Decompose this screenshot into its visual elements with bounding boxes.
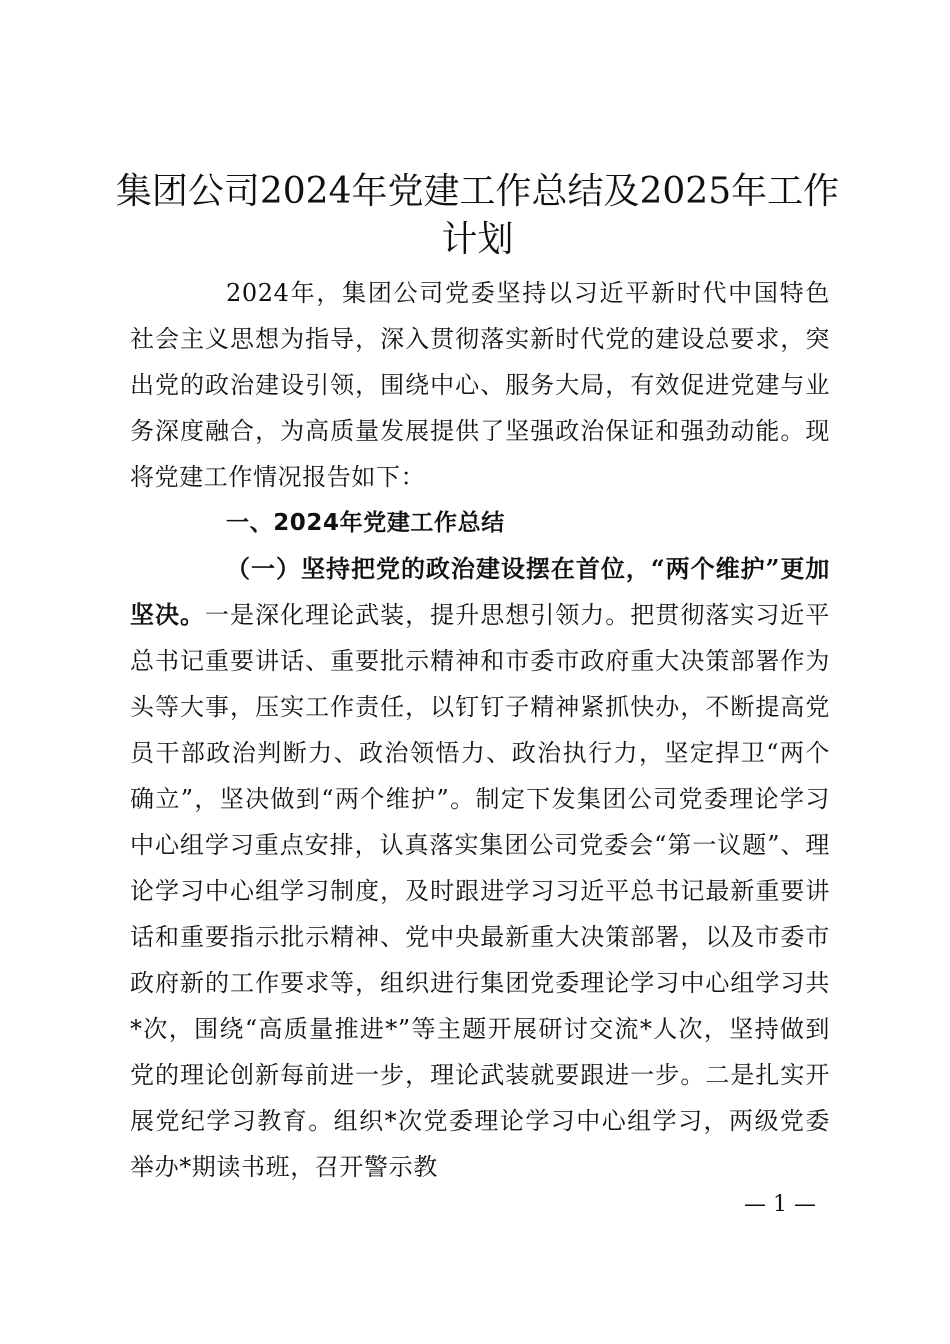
intro-paragraph: 2024年，集团公司党委坚持以习近平新时代中国特色社会主义思想为指导，深入贯彻落实新时代党的建设总要求，突出党的政治建设引领，围绕中心、服务大局，有效促进党建与业务深度融合，为高质量发展提供了坚强政治保证和强劲动能。现将党建工作情况报告如下： (130, 279, 830, 491)
section-heading: 一、2024年党建工作总结 (226, 510, 505, 536)
subsection-paragraph (130, 546, 830, 1190)
page-number: — 1 — (744, 1192, 816, 1217)
subsection-body: 一是深化理论武装，提升思想引领力。把贯彻落实习近平总书记重要讲话、重要批示精神和市委市政府重大决策部署作为头等大事，压实工作责任，以钉钉子精神紧抓快办，不断提高党员干部政治判断力、政治领悟力、政治执行力，坚定捍卫“两个确立”，坚决做到“两个维护”。制定下发集团公司党委理论学习中心组学习重点安排，认真落实集团公司党委会“第一议题”、理论学习中心组学习制度，及时跟进学习习近平总书记最新重要讲话和重要指示批示精神、党中央最新重大决策部署，以及市委市政府新的工作要求等，组织进行集团党委理论学习中心组学习共*次，围绕“高质量推进*”等主题开展研讨交流*人次，坚持做到党的理论创新每前进一步，理论武装就要跟进一步。二是扎实开展党纪学习教育。组织*次党委理论学习中心组学习，两级党委举办*期读书班，召开警示教 (130, 601, 830, 1181)
document-title: 集团公司2024年党建工作总结及2025年工作计划 (115, 171, 840, 260)
subsection-heading: （一）坚持把党的政治建设摆在首位，“两个维护”更加坚决。 (130, 554, 830, 629)
document-body (130, 270, 830, 1190)
